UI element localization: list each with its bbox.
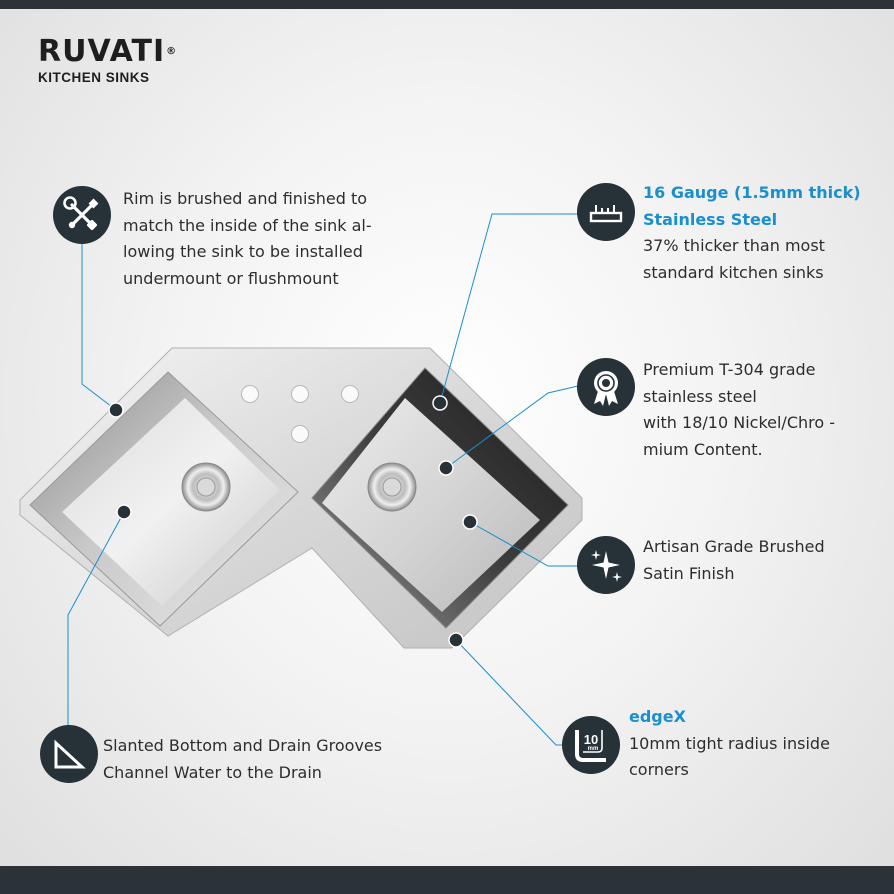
- feature-edgex: [629, 704, 830, 784]
- edgex-icon-unit: mm: [587, 746, 599, 752]
- feature-premium: [643, 357, 835, 463]
- bottom-bar: [0, 866, 894, 894]
- feature-premium-line: Premium T-304 grade: [643, 360, 816, 379]
- feature-edgex-line: 10mm tight radius inside: [629, 733, 830, 753]
- registered-mark: ®: [166, 46, 178, 57]
- feature-rim-line: Rim is brushed and finished to: [123, 189, 368, 208]
- feature-slanted-line: Channel Water to the Drain: [103, 762, 322, 782]
- sparkle-icon: [577, 536, 635, 594]
- feature-slanted-line: Slanted Bottom and Drain Grooves: [103, 736, 383, 755]
- feature-gauge-line: standard kitchen sinks: [643, 262, 824, 282]
- feature-gauge-line: 37% thicker than most: [643, 236, 825, 255]
- feature-premium-line: with 18/10 Nickel/Chro -: [643, 413, 835, 432]
- feature-premium-line: mium Content.: [643, 439, 763, 459]
- brand-subtitle: KITCHEN SINKS: [38, 70, 150, 85]
- feature-rim-line: lowing the sink to be installed: [123, 242, 363, 261]
- ruler-gauge-icon: [577, 183, 635, 241]
- feature-finish-line: Artisan Grade Brushed: [643, 537, 825, 556]
- feature-slanted: [103, 733, 382, 786]
- feature-finish: [643, 534, 825, 587]
- feature-edgex-line: corners: [629, 760, 689, 779]
- feature-rim: [123, 186, 372, 292]
- edgex-icon-number: 10: [583, 732, 599, 747]
- feature-rim-line: undermount or flushmount: [123, 268, 339, 288]
- feature-gauge-title: Stainless Steel: [643, 209, 778, 229]
- feature-finish-line: Satin Finish: [643, 563, 735, 583]
- corner-radius-icon: [562, 716, 620, 774]
- feature-gauge-title: 16 Gauge (1.5mm thick): [643, 183, 861, 202]
- slanted-bottom-icon: [40, 725, 98, 783]
- award-badge-icon: [577, 358, 635, 416]
- wrench-screwdriver-icon: [53, 186, 111, 244]
- feature-edgex-title: edgeX: [629, 707, 686, 726]
- brand-name: RUVATI: [38, 34, 166, 69]
- feature-gauge: [643, 180, 861, 286]
- feature-premium-line: stainless steel: [643, 386, 757, 406]
- feature-rim-line: match the inside of the sink al-: [123, 215, 372, 235]
